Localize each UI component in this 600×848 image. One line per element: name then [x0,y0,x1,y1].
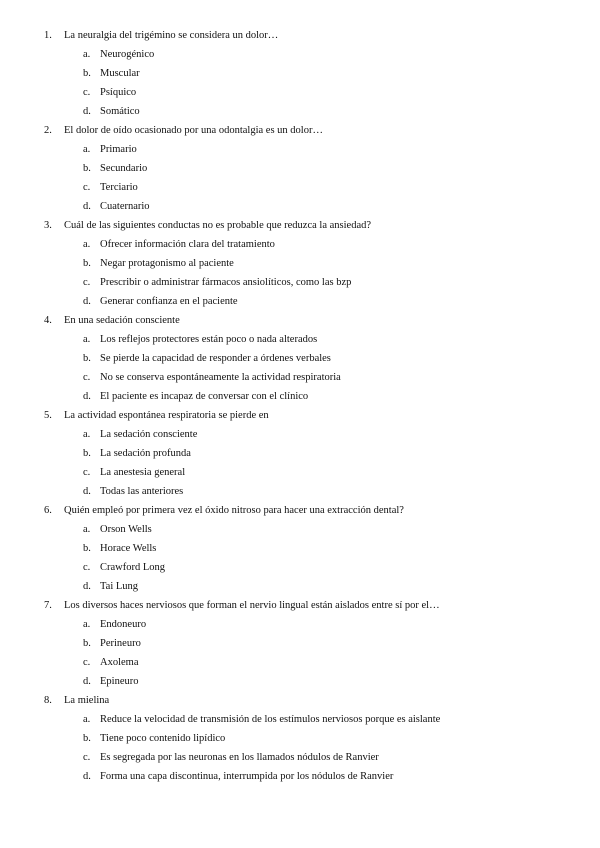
option-letter: b. [83,163,91,174]
option-letter: a. [83,619,91,630]
option-text: La anestesia general [100,467,186,478]
option-letter: d. [83,581,91,592]
answer-options [0,330,600,406]
question-item [0,501,600,596]
answer-option [0,577,600,596]
answer-option [0,653,600,672]
answer-option [0,349,600,368]
option-letter: c. [83,87,91,98]
question-stem [0,501,600,520]
option-text: Secundario [100,163,148,174]
question-number: 7. [44,600,52,611]
question-number: 2. [44,125,52,136]
option-text: Horace Wells [100,543,157,554]
answer-option [0,292,600,311]
question-number: 5. [44,410,52,421]
option-text: Primario [100,144,137,155]
option-text: Neurogénico [100,49,155,60]
option-letter: c. [83,657,91,668]
option-text: Somático [100,106,140,117]
answer-option [0,140,600,159]
question-item [0,691,600,786]
option-letter: c. [83,752,91,763]
answer-option [0,273,600,292]
answer-option [0,672,600,691]
question-stem [0,691,600,710]
question-stem [0,216,600,235]
answer-option [0,178,600,197]
question-text: Cuál de las siguientes conductas no es probable que reduzca la ansiedad? [64,220,372,231]
option-text: No se conserva espontáneamente la actividad respiratoria [100,372,341,383]
answer-option [0,520,600,539]
question-text: Quién empleó por primera vez el óxido nitroso para hacer una extracción dental? [64,505,404,516]
answer-options [0,425,600,501]
option-letter: a. [83,144,91,155]
answer-option [0,615,600,634]
option-text: La sedación consciente [100,429,198,440]
question-item [0,216,600,311]
question-item [0,596,600,691]
option-text: Los reflejos protectores están poco o nada alterados [100,334,318,345]
option-letter: d. [83,676,91,687]
option-text: Tai Lung [100,581,139,592]
question-number: 6. [44,505,52,516]
option-letter: c. [83,277,91,288]
answer-option [0,539,600,558]
question-list [0,26,600,786]
option-letter: c. [83,562,91,573]
answer-option [0,444,600,463]
option-letter: b. [83,733,91,744]
question-text: La mielina [64,695,110,706]
option-letter: a. [83,49,91,60]
option-letter: a. [83,334,91,345]
question-number: 8. [44,695,52,706]
option-text: Axolema [100,657,139,668]
option-letter: b. [83,68,91,79]
answer-option [0,368,600,387]
option-text: Prescribir o administrar fármacos ansiolíticos, como las bzp [100,277,352,288]
answer-option [0,425,600,444]
answer-option [0,729,600,748]
answer-option [0,710,600,729]
option-text: Terciario [100,182,138,193]
question-stem [0,121,600,140]
option-letter: b. [83,353,91,364]
option-text: Forma una capa discontinua, interrumpida por los nódulos de Ranvier [100,771,394,782]
question-text: En una sedación consciente [64,315,180,326]
question-stem [0,406,600,425]
question-text: La actividad espontánea respiratoria se pierde en [64,410,269,421]
answer-option [0,748,600,767]
option-text: La sedación profunda [100,448,191,459]
option-letter: c. [83,467,91,478]
question-item [0,121,600,216]
question-stem [0,26,600,45]
answer-option [0,767,600,786]
option-letter: b. [83,258,91,269]
answer-option [0,634,600,653]
answer-option [0,254,600,273]
answer-options [0,140,600,216]
option-letter: d. [83,771,91,782]
option-text: Se pierde la capacidad de responder a órdenes verbales [100,353,331,364]
option-text: Orson Wells [100,524,152,535]
answer-options [0,615,600,691]
option-letter: c. [83,182,91,193]
answer-option [0,235,600,254]
option-text: Tiene poco contenido lipídico [100,733,226,744]
option-text: Es segregada por las neuronas en los llamados nódulos de Ranvier [100,752,379,763]
answer-option [0,64,600,83]
option-text: Negar protagonismo al paciente [100,258,234,269]
option-text: Perineuro [100,638,141,649]
answer-option [0,330,600,349]
option-text: Generar confianza en el paciente [100,296,238,307]
option-letter: d. [83,391,91,402]
question-stem [0,596,600,615]
answer-option [0,463,600,482]
answer-options [0,45,600,121]
option-letter: d. [83,201,91,212]
option-letter: b. [83,448,91,459]
option-letter: d. [83,486,91,497]
question-number: 4. [44,315,52,326]
question-text: La neuralgia del trigémino se considera un dolor… [64,30,279,41]
answer-options [0,710,600,786]
option-text: Crawford Long [100,562,166,573]
option-text: Epineuro [100,676,139,687]
question-number: 1. [44,30,52,41]
answer-option [0,197,600,216]
question-item [0,406,600,501]
question-item [0,311,600,406]
option-text: Psíquico [100,87,137,98]
answer-option [0,159,600,178]
answer-option [0,387,600,406]
option-letter: a. [83,429,91,440]
option-text: Todas las anteriores [100,486,184,497]
option-text: Muscular [100,68,140,79]
question-number: 3. [44,220,52,231]
answer-option [0,83,600,102]
option-letter: d. [83,296,91,307]
option-letter: a. [83,524,91,535]
option-letter: d. [83,106,91,117]
answer-option [0,558,600,577]
answer-option [0,102,600,121]
answer-options [0,520,600,596]
answer-option [0,482,600,501]
option-letter: b. [83,543,91,554]
option-letter: b. [83,638,91,649]
option-text: El paciente es incapaz de conversar con el clínico [100,391,309,402]
option-text: Reduce la velocidad de transmisión de los estímulos nerviosos porque es aislante [100,714,441,725]
question-stem [0,311,600,330]
question-text: El dolor de oído ocasionado por una odontalgia es un dolor… [64,125,323,136]
option-text: Endoneuro [100,619,147,630]
option-letter: a. [83,714,91,725]
answer-option [0,45,600,64]
question-item [0,26,600,121]
question-text: Los diversos haces nerviosos que forman el nervio lingual están aislados entre sí por el… [64,600,440,611]
option-text: Cuaternario [100,201,150,212]
option-letter: c. [83,372,91,383]
answer-options [0,235,600,311]
option-letter: a. [83,239,91,250]
option-text: Ofrecer información clara del tratamiento [100,239,275,250]
